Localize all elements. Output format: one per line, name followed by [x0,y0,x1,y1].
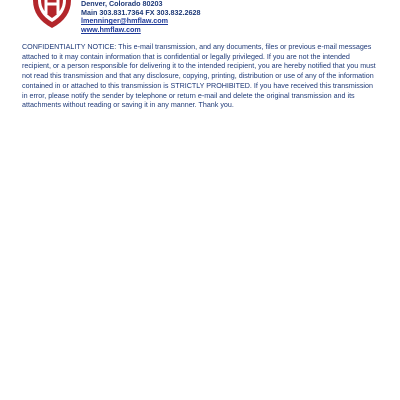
email-signature [81,0,200,34]
signature-email-link[interactable]: lmenninger@hmflaw.com [81,16,169,26]
signature-address: Denver, Colorado 80203 [81,0,163,8]
signature-phone: Main 303.831.7364 FX 303.832.2628 [81,7,201,17]
signature-website-link[interactable]: www.hmflaw.com [81,24,141,34]
crest-logo-icon [30,0,74,30]
confidentiality-notice: CONFIDENTIALITY NOTICE: This e-mail transmission, and any documents, files or previous e-mail messages attached to it may contain information that is confidential or legally privileged. If you are not the intended recipient, or a person responsible for delivering it to the intended recipient, you are hereby notified that you must not read this transmission and that any disclosure, copying, printing, distribution or use of any of the information contained in or attached to this transmission is STRICTLY PROHIBITED. If you have received this transmission in error, please notify the sender by telephone or return e-mail and delete the original transmission and its attachments without reading or saving it in any manner. Thank you. [22,43,376,110]
firm-logo [30,0,74,30]
